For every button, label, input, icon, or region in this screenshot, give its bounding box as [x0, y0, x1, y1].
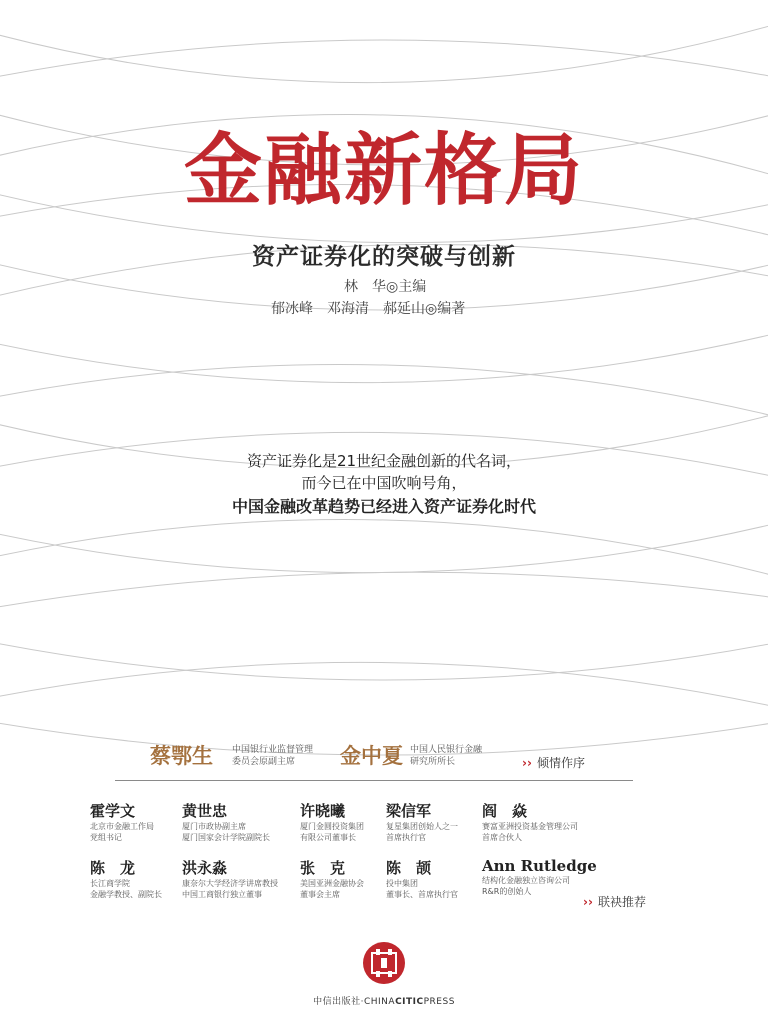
authors: 郁冰峰 邓海清 郝延山◎编著 [271, 301, 466, 317]
recommender: 洪永淼 康奈尔大学经济学讲席教授 中国工商银行独立董事 [182, 859, 278, 899]
citic-logo-icon [361, 940, 407, 986]
pitch-line-2: 而今已在中国吹响号角， [301, 474, 467, 492]
preface-label: ›› 倾情作序 [522, 756, 585, 770]
endorser-name: 蔡鄂生 [150, 743, 213, 768]
pitch-line-3: 中国金融改革趋势已经进入资产证券化时代 [231, 497, 536, 516]
recommender: 陈 颉 投中集团 董事长、首席执行官 [386, 859, 458, 899]
recommender: 陈 龙 长江商学院 金融学教授、副院长 [90, 859, 162, 899]
endorser-name: 金中夏 [340, 743, 403, 768]
book-title: 金融新格局 [183, 125, 584, 216]
recommender: 许晓曦 厦门金圆投资集团 有限公司董事长 [300, 802, 364, 842]
preface-writer-2 [340, 740, 403, 770]
recommender: 黄世忠 厦门市政协副主席 厦门国家会计学院副院长 [182, 802, 270, 842]
divider [115, 780, 633, 781]
preface-writer-1 [150, 740, 213, 770]
recommender: 阎 焱 赛富亚洲投资基金管理公司 首席合伙人 [482, 802, 578, 842]
recommender: Ann Rutledge 结构化金融独立咨询公司 R&R的创始人 [482, 857, 597, 896]
recommender: 张 克 美国亚洲金融协会 董事会主席 [300, 859, 364, 899]
double-chevron-icon: ›› [583, 895, 593, 909]
pitch-line-1: 资产证券化是21世纪金融创新的代名词， [246, 452, 522, 470]
chief-editor: 林 华◎主编 [344, 279, 427, 295]
recommender: 霍学文 北京市金融工作局 党组书记 [90, 802, 154, 842]
recommender: 梁信军 复星集团创始人之一 首席执行官 [386, 802, 458, 842]
preface-writer-2-title: 中国人民银行金融 研究所所长 [410, 745, 483, 767]
recommend-label: ›› 联袂推荐 [583, 895, 646, 909]
preface-writer-1-title: 中国银行业监督管理 委员会原副主席 [232, 745, 314, 767]
publisher-name: 中信出版社·CHINACITICPRESS [313, 997, 455, 1007]
book-subtitle: 资产证券化的突破与创新 [252, 244, 516, 270]
double-chevron-icon: ›› [522, 756, 532, 770]
